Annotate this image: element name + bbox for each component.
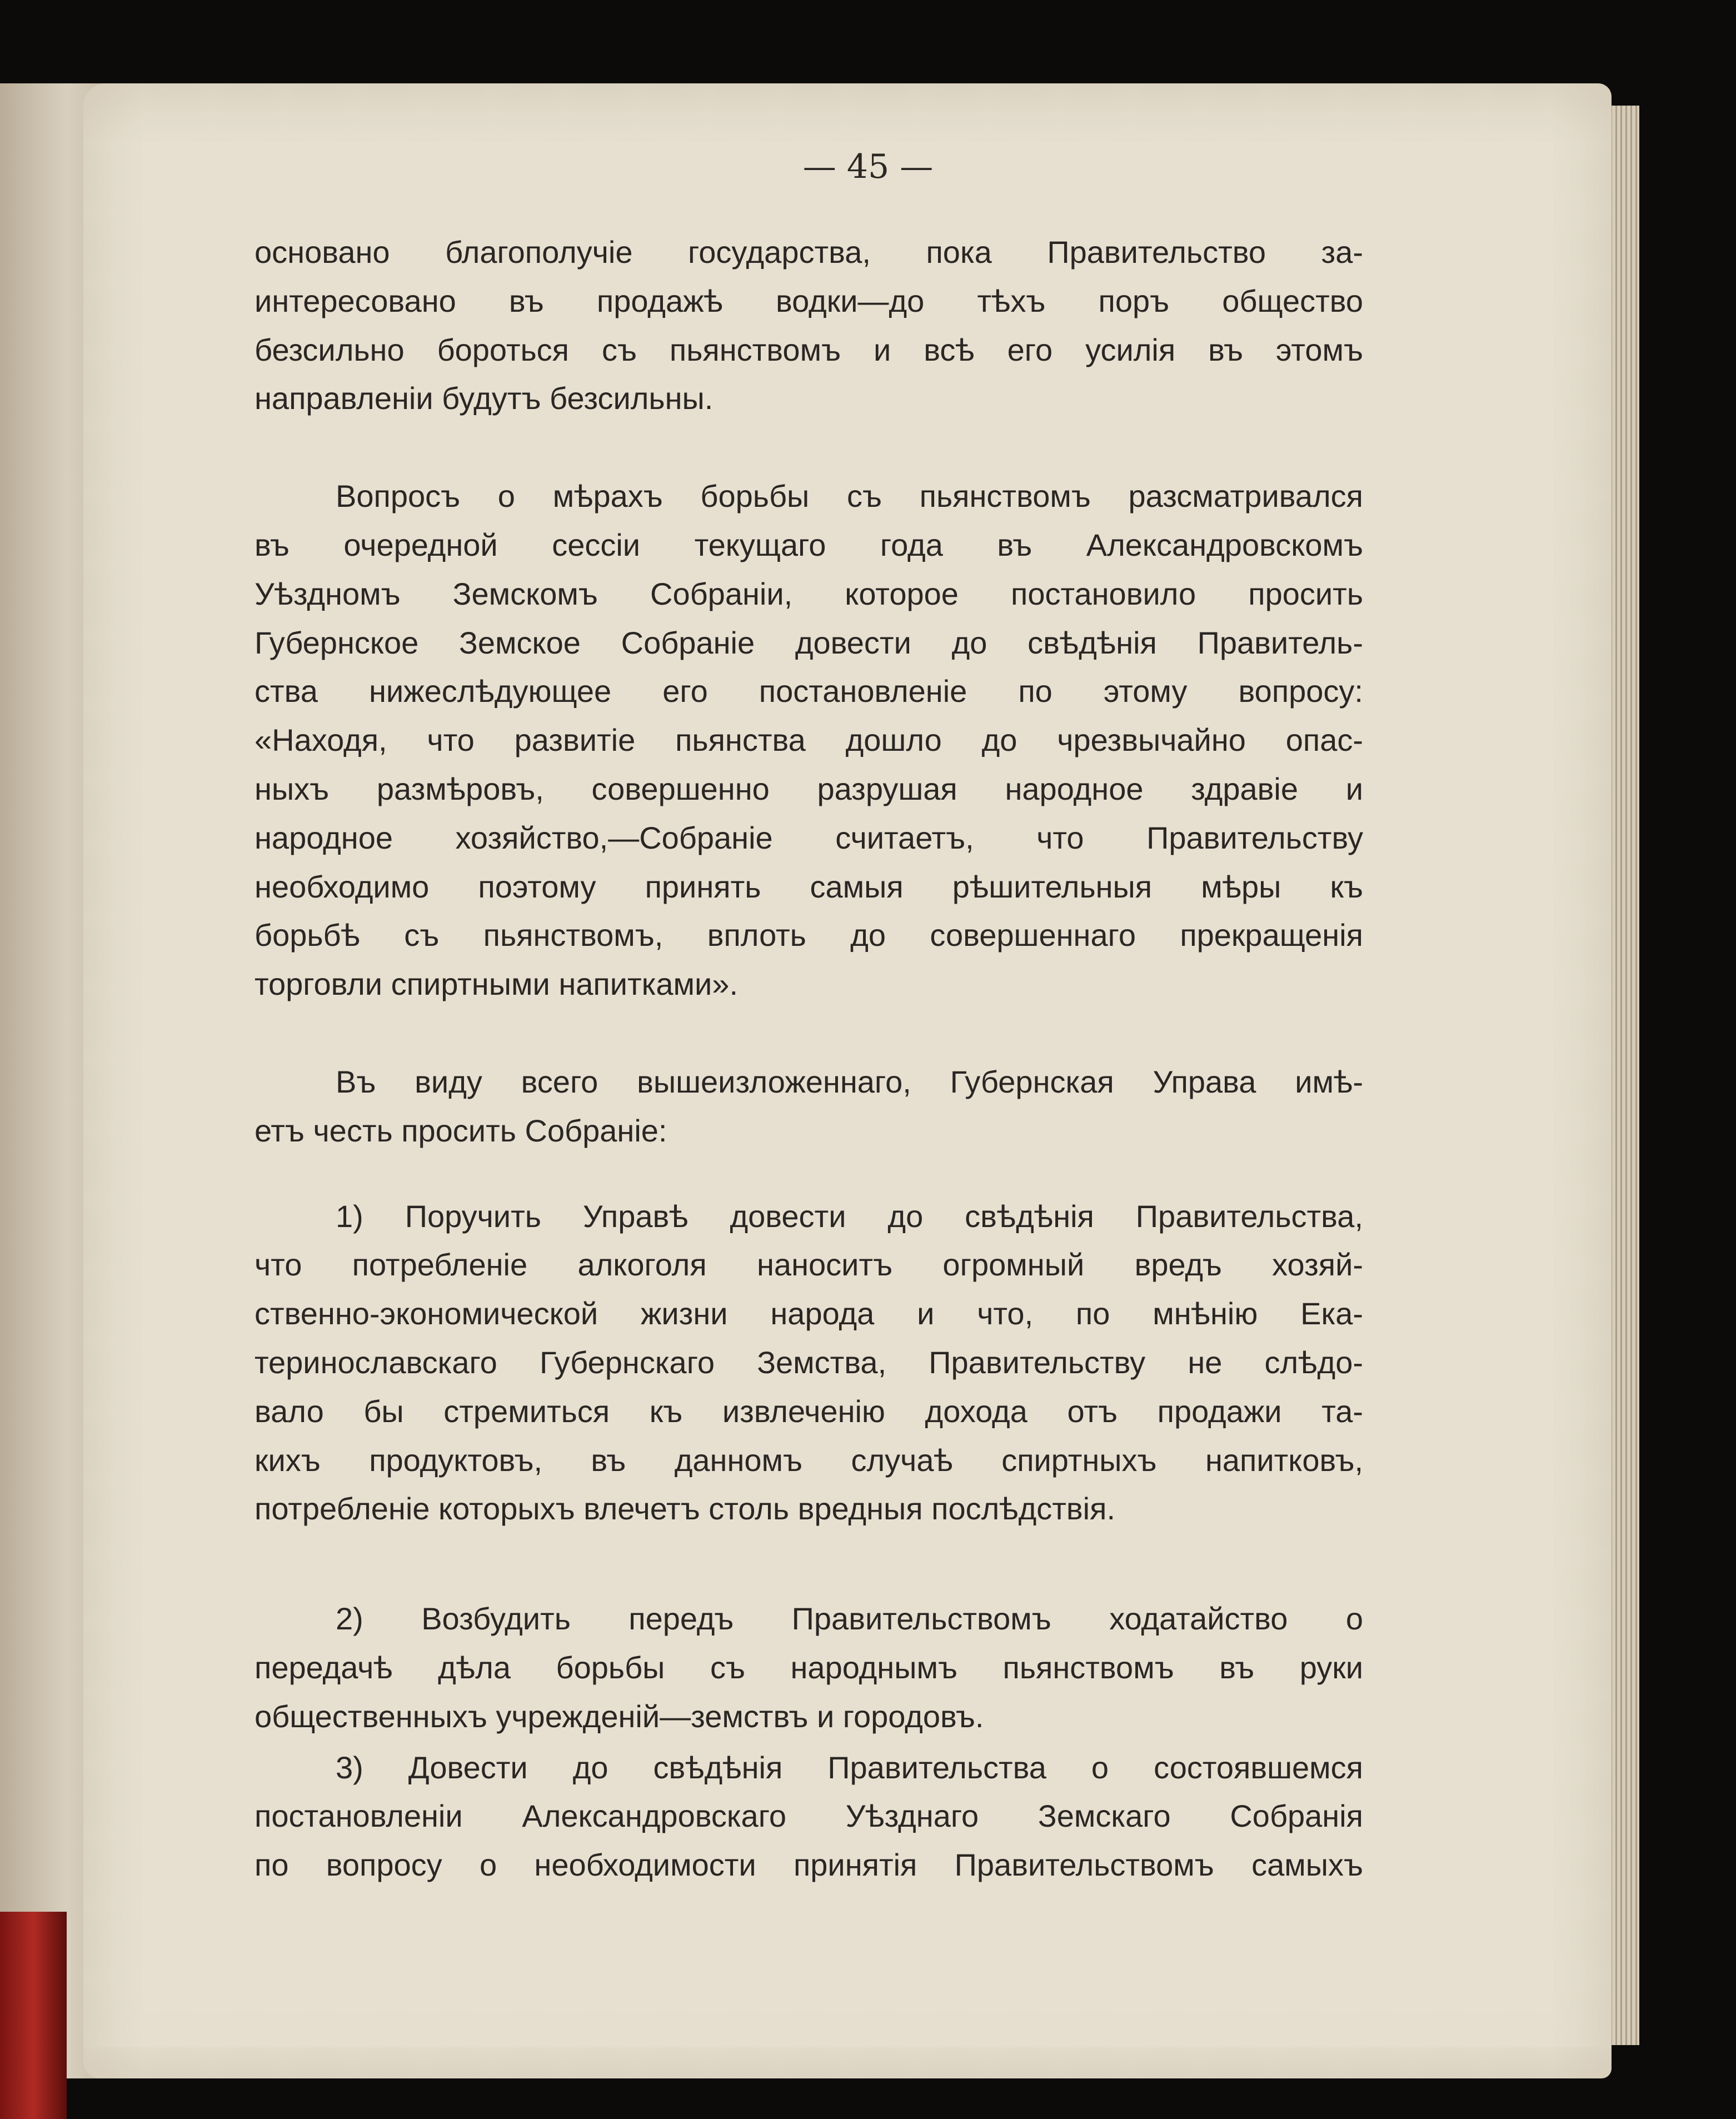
text-line: Вопросъ о мѣрахъ борьбы съ пьянствомъ разсматривался bbox=[336, 478, 1363, 514]
text-line: народное хозяйство,—Собраніе считаетъ, что Правительству bbox=[255, 820, 1363, 855]
text-line: торговли спиртными напитками». bbox=[255, 966, 738, 1002]
text-line: «Находя, что развитіе пьянства дошло до чрезвычайно опас- bbox=[255, 722, 1363, 758]
text-line: что потребленіе алкоголя наноситъ огромный вредъ хозяй- bbox=[255, 1247, 1363, 1283]
text-line: направленіи будутъ безсильны. bbox=[255, 381, 714, 416]
red-binding bbox=[0, 1912, 67, 2119]
text-line: ныхъ размѣровъ, совершенно разрушая народное здравіе и bbox=[255, 771, 1363, 806]
text-line: интересовано въ продажѣ водки—до тѣхъ поръ общество bbox=[255, 283, 1363, 318]
text-line: теринославскаго Губернскаго Земства, Правительству не слѣдо- bbox=[255, 1344, 1363, 1380]
text-line: безсильно бороться съ пьянствомъ и всѣ его усилія въ этомъ bbox=[255, 332, 1363, 367]
text-line: передачѣ дѣла борьбы съ народнымъ пьянствомъ въ руки bbox=[255, 1649, 1363, 1685]
text-line: по вопросу о необходимости принятія Правительствомъ самыхъ bbox=[255, 1847, 1363, 1883]
text-line: етъ честь просить Собраніе: bbox=[255, 1113, 667, 1148]
text-line: кихъ продуктовъ, въ данномъ случаѣ спиртныхъ напитковъ, bbox=[255, 1442, 1363, 1478]
body-text bbox=[255, 228, 1363, 1889]
text-line: ства нижеслѣдующее его постановленіе по этому вопросу: bbox=[255, 674, 1363, 709]
text-line: Губернское Земское Собраніе довести до свѣдѣнія Правитель- bbox=[255, 625, 1363, 660]
text-line: Въ виду всего вышеизложеннаго, Губернская Управа имѣ- bbox=[336, 1064, 1363, 1099]
text-line: 1) Поручить Управѣ довести до свѣдѣнія Правительства, bbox=[336, 1198, 1363, 1234]
text-line: общественныхъ учрежденій—земствъ и городовъ. bbox=[255, 1698, 984, 1734]
text-line: 2) Возбудить передъ Правительствомъ ходатайство о bbox=[336, 1601, 1363, 1637]
text-line: борьбѣ съ пьянствомъ, вплоть до совершеннаго прекращенія bbox=[255, 918, 1363, 953]
text-line: вало бы стремиться къ извлеченію дохода отъ продажи та- bbox=[255, 1393, 1363, 1429]
text-line: необходимо поэтому принять самыя рѣшительныя мѣры къ bbox=[255, 869, 1363, 904]
text-line: въ очередной сессіи текущаго года въ Александровскомъ bbox=[255, 527, 1363, 562]
text-line: постановленіи Александровскаго Уѣзднаго Земскаго Собранія bbox=[255, 1798, 1363, 1834]
text-line: основано благополучіе государства, пока Правительство за- bbox=[255, 235, 1363, 270]
text-line: Уѣздномъ Земскомъ Собраніи, которое постановило просить bbox=[255, 576, 1363, 611]
text-line: потребленіе которыхъ влечетъ столь вредныя послѣдствія. bbox=[255, 1491, 1115, 1527]
page-number: — 45 — bbox=[802, 147, 934, 186]
text-line: ственно-экономической жизни народа и что, по мнѣнію Ека- bbox=[255, 1296, 1363, 1332]
text-line: 3) Довести до свѣдѣнія Правительства о состоявшемся bbox=[336, 1749, 1363, 1785]
